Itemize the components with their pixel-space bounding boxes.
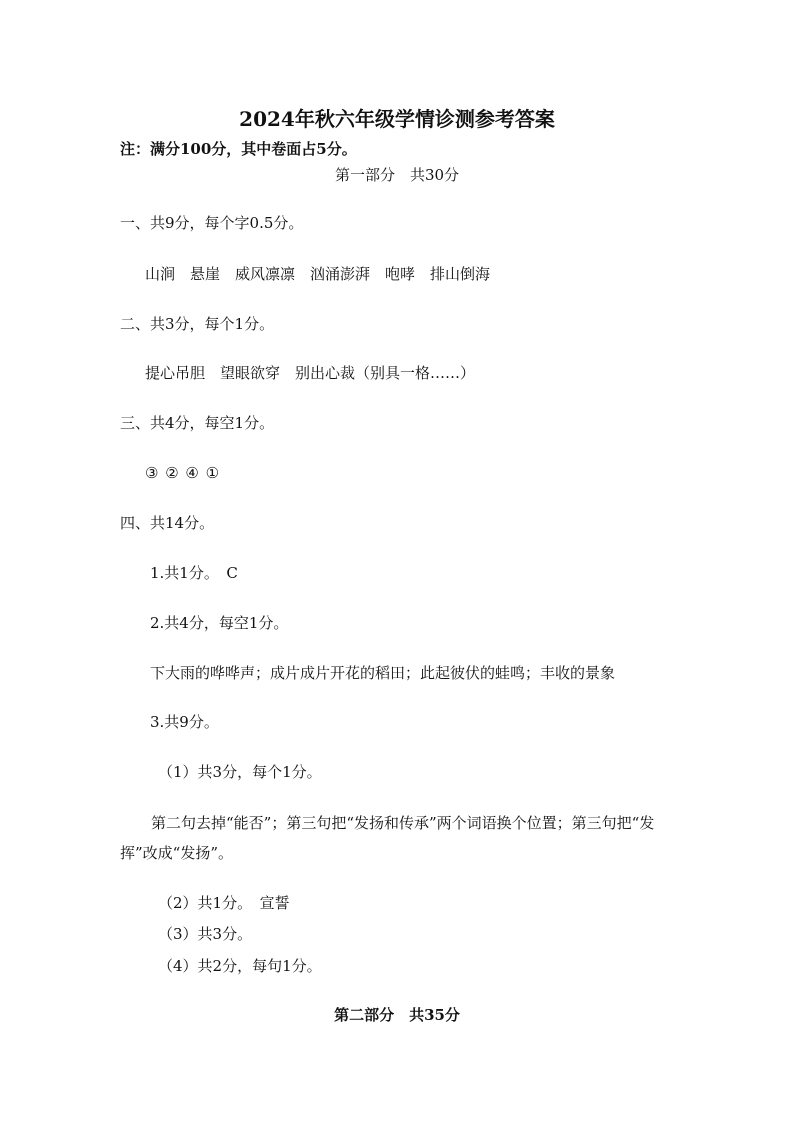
question-4-sub-3-3: （3）共3分。 [158,925,253,943]
score-note: 注：满分100分，其中卷面占5分。 [120,140,357,158]
part-one-heading: 第一部分 共30分 [334,166,460,184]
question-4-sub-3-2: （2）共1分。 宣誓 [158,894,290,912]
question-3-answer: ③ ② ④ ① [145,464,220,482]
question-4-sub-3-1-answer: 第二句去掉“能否”；第三句把“发扬和传承”两个词语换个位置；第三句把“发挥”改成“发扬”。 [120,814,655,862]
question-2-answer: 提心吊胆 望眼欲穿 别出心裁（别具一格……） [145,364,476,382]
part-two-heading: 第二部分 共35分 [334,1006,460,1024]
question-4-sub-3-4: （4）共2分，每句1分。 [158,957,322,975]
question-2-heading: 二、共3分，每个1分。 [120,315,275,333]
question-4-sub-2: 2.共4分，每空1分。 [150,614,289,632]
document-title: 2024年秋六年级学情诊测参考答案 [239,107,555,131]
question-3-heading: 三、共4分，每空1分。 [120,414,275,432]
question-4-sub-3-1: （1）共3分，每个1分。 [158,763,322,781]
question-4-heading: 四、共14分。 [120,514,215,532]
question-1-heading: 一、共9分，每个字0.5分。 [120,214,304,232]
question-4-sub-1: 1.共1分。 C [150,564,238,582]
question-1-answer: 山涧 悬崖 威风凛凛 汹涌澎湃 咆哮 排山倒海 [145,265,491,283]
question-4-sub-3: 3.共9分。 [150,713,219,731]
question-4-sub-2-answer: 下大雨的哗哗声；成片成片开花的稻田；此起彼伏的蛙鸣；丰收的景象 [150,664,616,682]
